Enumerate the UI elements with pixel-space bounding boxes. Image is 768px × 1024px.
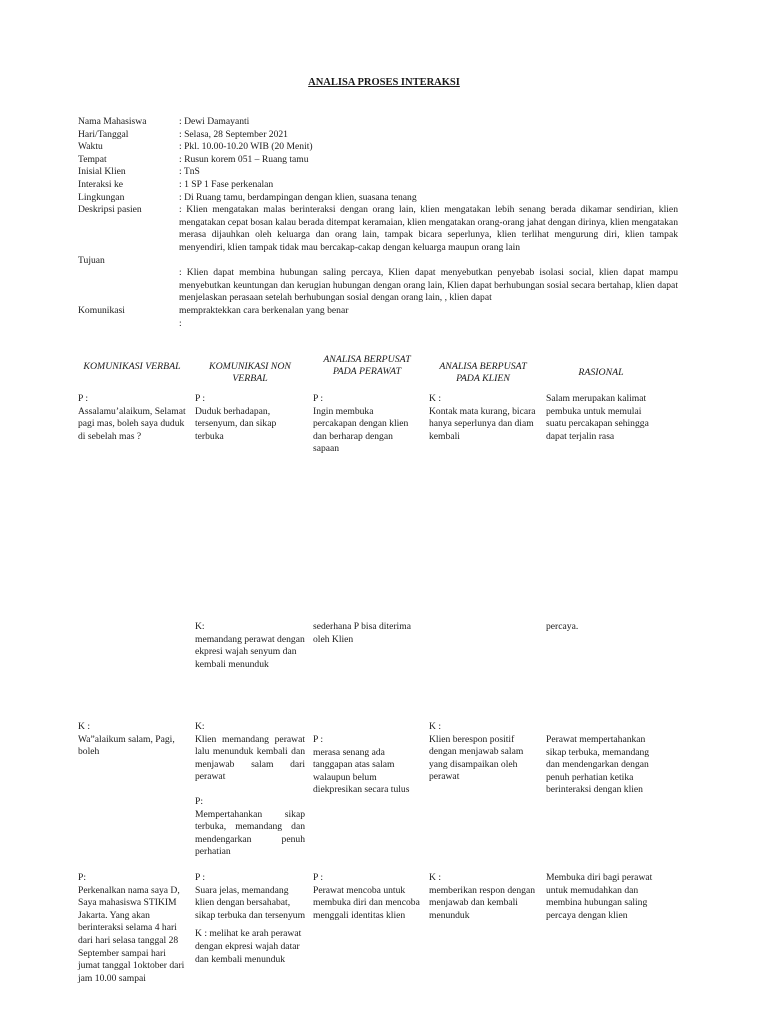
cell-text: Wa”alaikum salam, Pagi, boleh — [78, 733, 175, 758]
info-row-tujuan — [78, 255, 678, 268]
info-value: : TnS — [179, 166, 200, 178]
speaker-code: K: — [195, 721, 205, 732]
cell-text: Mempertahankan sikap terbuka, memandang dan mendengarkan penuh perhatian — [195, 808, 305, 858]
cell-text: K : melihat ke arah perawat dengan ekpresi wajah datar dan kembali menunduk — [195, 928, 302, 965]
row4-perawat — [313, 872, 423, 922]
info-label: Nama Mahasiswa — [78, 116, 147, 127]
cell-text: Perawat mempertahankan sikap terbuka, memandang dan mendengarkan dengan penuh perhatian ketika berinteraksi dengan klien — [546, 734, 650, 796]
row1-klien — [429, 393, 541, 443]
identity-section — [78, 116, 678, 330]
header-nonverbal: KOMUNIKASI NON VERBAL — [209, 361, 291, 384]
info-label: Tempat — [78, 153, 107, 165]
info-label: Tujuan — [78, 254, 105, 266]
row2-rasional — [546, 621, 658, 634]
speaker-code: P : — [313, 734, 324, 745]
row3-klien — [429, 721, 541, 784]
row1-verbal — [78, 393, 190, 443]
row1-rasional — [546, 393, 658, 443]
cell-text: Ingin membuka percakapan dengan klien dan berharap dengan sapaan — [313, 405, 409, 455]
info-label: Hari/Tanggal — [78, 128, 129, 140]
speaker-code: P : — [78, 393, 89, 404]
row4-rasional — [546, 872, 654, 922]
header-klien: ANALISA BERPUSAT PADA KLIEN — [439, 361, 527, 384]
info-label: Inisial Klien — [78, 166, 126, 178]
row2-nonverbal — [195, 621, 305, 671]
row2-perawat — [313, 621, 419, 646]
cell-text: memandang perawat dengan ekpresi wajah senyum dan kembali menunduk — [195, 633, 305, 670]
info-value: : Pkl. 10.00-10.20 WIB (20 Menit) — [179, 141, 313, 153]
header-perawat: ANALISA BERPUSAT PADA PERAWAT — [323, 354, 411, 377]
info-value: : Di Ruang tamu, berdampingan dengan klien, suasana tenang — [179, 191, 417, 203]
info-value: : Dewi Damayanti — [179, 116, 250, 127]
row1-perawat — [313, 393, 419, 456]
info-value: : Selasa, 28 September 2021 — [179, 128, 288, 140]
cell-text: Duduk berhadapan, tersenyum, dan sikap terbuka — [195, 405, 277, 442]
cell-text: Klien berespon positif dengan menjawab salam yang disampaikan oleh perawat — [429, 733, 524, 783]
info-row-interaksi — [78, 179, 678, 192]
info-row-tanggal — [78, 129, 678, 142]
speaker-code: P : — [313, 393, 324, 404]
info-row-tempat — [78, 154, 678, 167]
speaker-code: K : — [78, 721, 90, 732]
info-row-waktu — [78, 141, 678, 154]
document-title: ANALISA PROSES INTERAKSI — [308, 77, 460, 88]
speaker-code: K: — [195, 621, 205, 632]
speaker-code: P : — [195, 393, 206, 404]
info-value: mempraktekkan cara berkenalan yang benar — [179, 304, 349, 316]
cell-text: Klien memandang perawat lalu menunduk kembali dan menjawab salam dari perawat — [195, 733, 305, 783]
info-row-nama — [78, 116, 678, 129]
cell-text: Kontak mata kurang, bicara hanya seperlunya dan diam kembali — [429, 405, 536, 442]
info-row-lingkungan — [78, 192, 678, 205]
info-value: : — [179, 317, 182, 329]
header-rasional: RASIONAL — [578, 367, 624, 378]
cell-text: Perawat mencoba untuk membuka diri dan mencoba menggali identitas klien — [313, 884, 420, 921]
speaker-code: K : — [429, 872, 441, 883]
info-row-komunikasi — [78, 305, 678, 318]
row1-nonverbal — [195, 393, 305, 443]
cell-text: sederhana P bisa diterima oleh Klien — [313, 621, 411, 645]
speaker-code: K : — [429, 393, 441, 404]
speaker-code: P: — [195, 795, 204, 807]
info-value: : Klien mengatakan malas berinteraksi dengan orang lain, klien mengatakan lebih senang berada dikamar sendirian, klien mengatakan cepat bosan kalau berada ditempat keramaian, klien mengatakan orang-orang jahat dengan dirinya, klien mengatakan merasa dijauhkan oleh keluarga dan orang lain, tampak bicara seperlunya, klien terlihat mengurung diri, klien tampak menyendiri, klien tampak tidak mau bercakap-cakap dengan keluarga maupun orang lain — [179, 204, 678, 253]
speaker-code: P : — [313, 872, 324, 883]
row3-perawat — [313, 734, 419, 797]
info-label: Waktu — [78, 141, 103, 153]
cell-text: Salam merupakan kalimat pembuka untuk memulai suatu percakapan sehingga dapat terjalin rasa — [546, 393, 649, 442]
info-row-colon — [78, 318, 678, 331]
cell-text: Assalamu’alaikum, Selamat pagi mas, boleh saya duduk di sebelah mas ? — [78, 405, 186, 442]
row4-verbal — [78, 872, 190, 985]
info-label — [78, 267, 179, 305]
info-value — [179, 255, 678, 268]
info-label — [78, 318, 179, 331]
cell-text: Suara jelas, memandang klien dengan bersahabat, sikap terbuka dan tersenyum — [195, 884, 306, 921]
cell-text: merasa senang ada tanggapan atas salam walaupun belum diekpresikan secara tulus — [313, 746, 410, 796]
row4-nonverbal — [195, 872, 307, 966]
info-row-deskripsi — [78, 204, 678, 254]
row3-nonverbal — [195, 721, 305, 859]
row4-klien — [429, 872, 541, 922]
cell-text: Membuka diri bagi perawat untuk memudahkan dan membina hubungan saling percaya dengan klien — [546, 872, 653, 921]
cell-text: percaya. — [546, 621, 579, 632]
info-label: Lingkungan — [78, 191, 125, 203]
info-value: : 1 SP 1 Fase perkenalan — [179, 178, 274, 190]
speaker-code: K : — [429, 721, 441, 732]
row3-rasional — [546, 734, 658, 797]
info-row-inisial — [78, 166, 678, 179]
info-value: : Klien dapat membina hubungan saling percaya, Klien dapat menyebutkan penyebab isolasi social, klien dapat mampu menyebutkan keuntungan dan kerugian hubungan dengan orang lain, Klien dapat berhubungan sosial secara bertahap, klien dapat menjelaskan perasaan setelah berhubungan sosial dengan orang lain, , klien dapat — [179, 267, 678, 304]
info-value: : Rusun korem 051 – Ruang tamu — [179, 153, 309, 165]
info-row-tujuan-text — [78, 267, 678, 305]
cell-text: Perkenalkan nama saya D, Saya mahasiswa STIKIM Jakarta. Yang akan berinteraksi selama 4 hari dari hari selasa tanggal 28 September sampai hari jumat tanggal 1oktober dari jam 10.00 sampai — [78, 884, 185, 984]
header-verbal: KOMUNIKASI VERBAL — [83, 361, 181, 372]
speaker-code: P : — [195, 872, 206, 883]
info-label: Komunikasi — [78, 304, 125, 316]
info-label: Deskripsi pasien — [78, 204, 142, 216]
speaker-code: P: — [78, 872, 87, 883]
row3-verbal — [78, 721, 190, 759]
info-label: Interaksi ke — [78, 178, 124, 190]
cell-text: memberikan respon dengan menjawab dan kembali menunduk — [429, 884, 536, 921]
